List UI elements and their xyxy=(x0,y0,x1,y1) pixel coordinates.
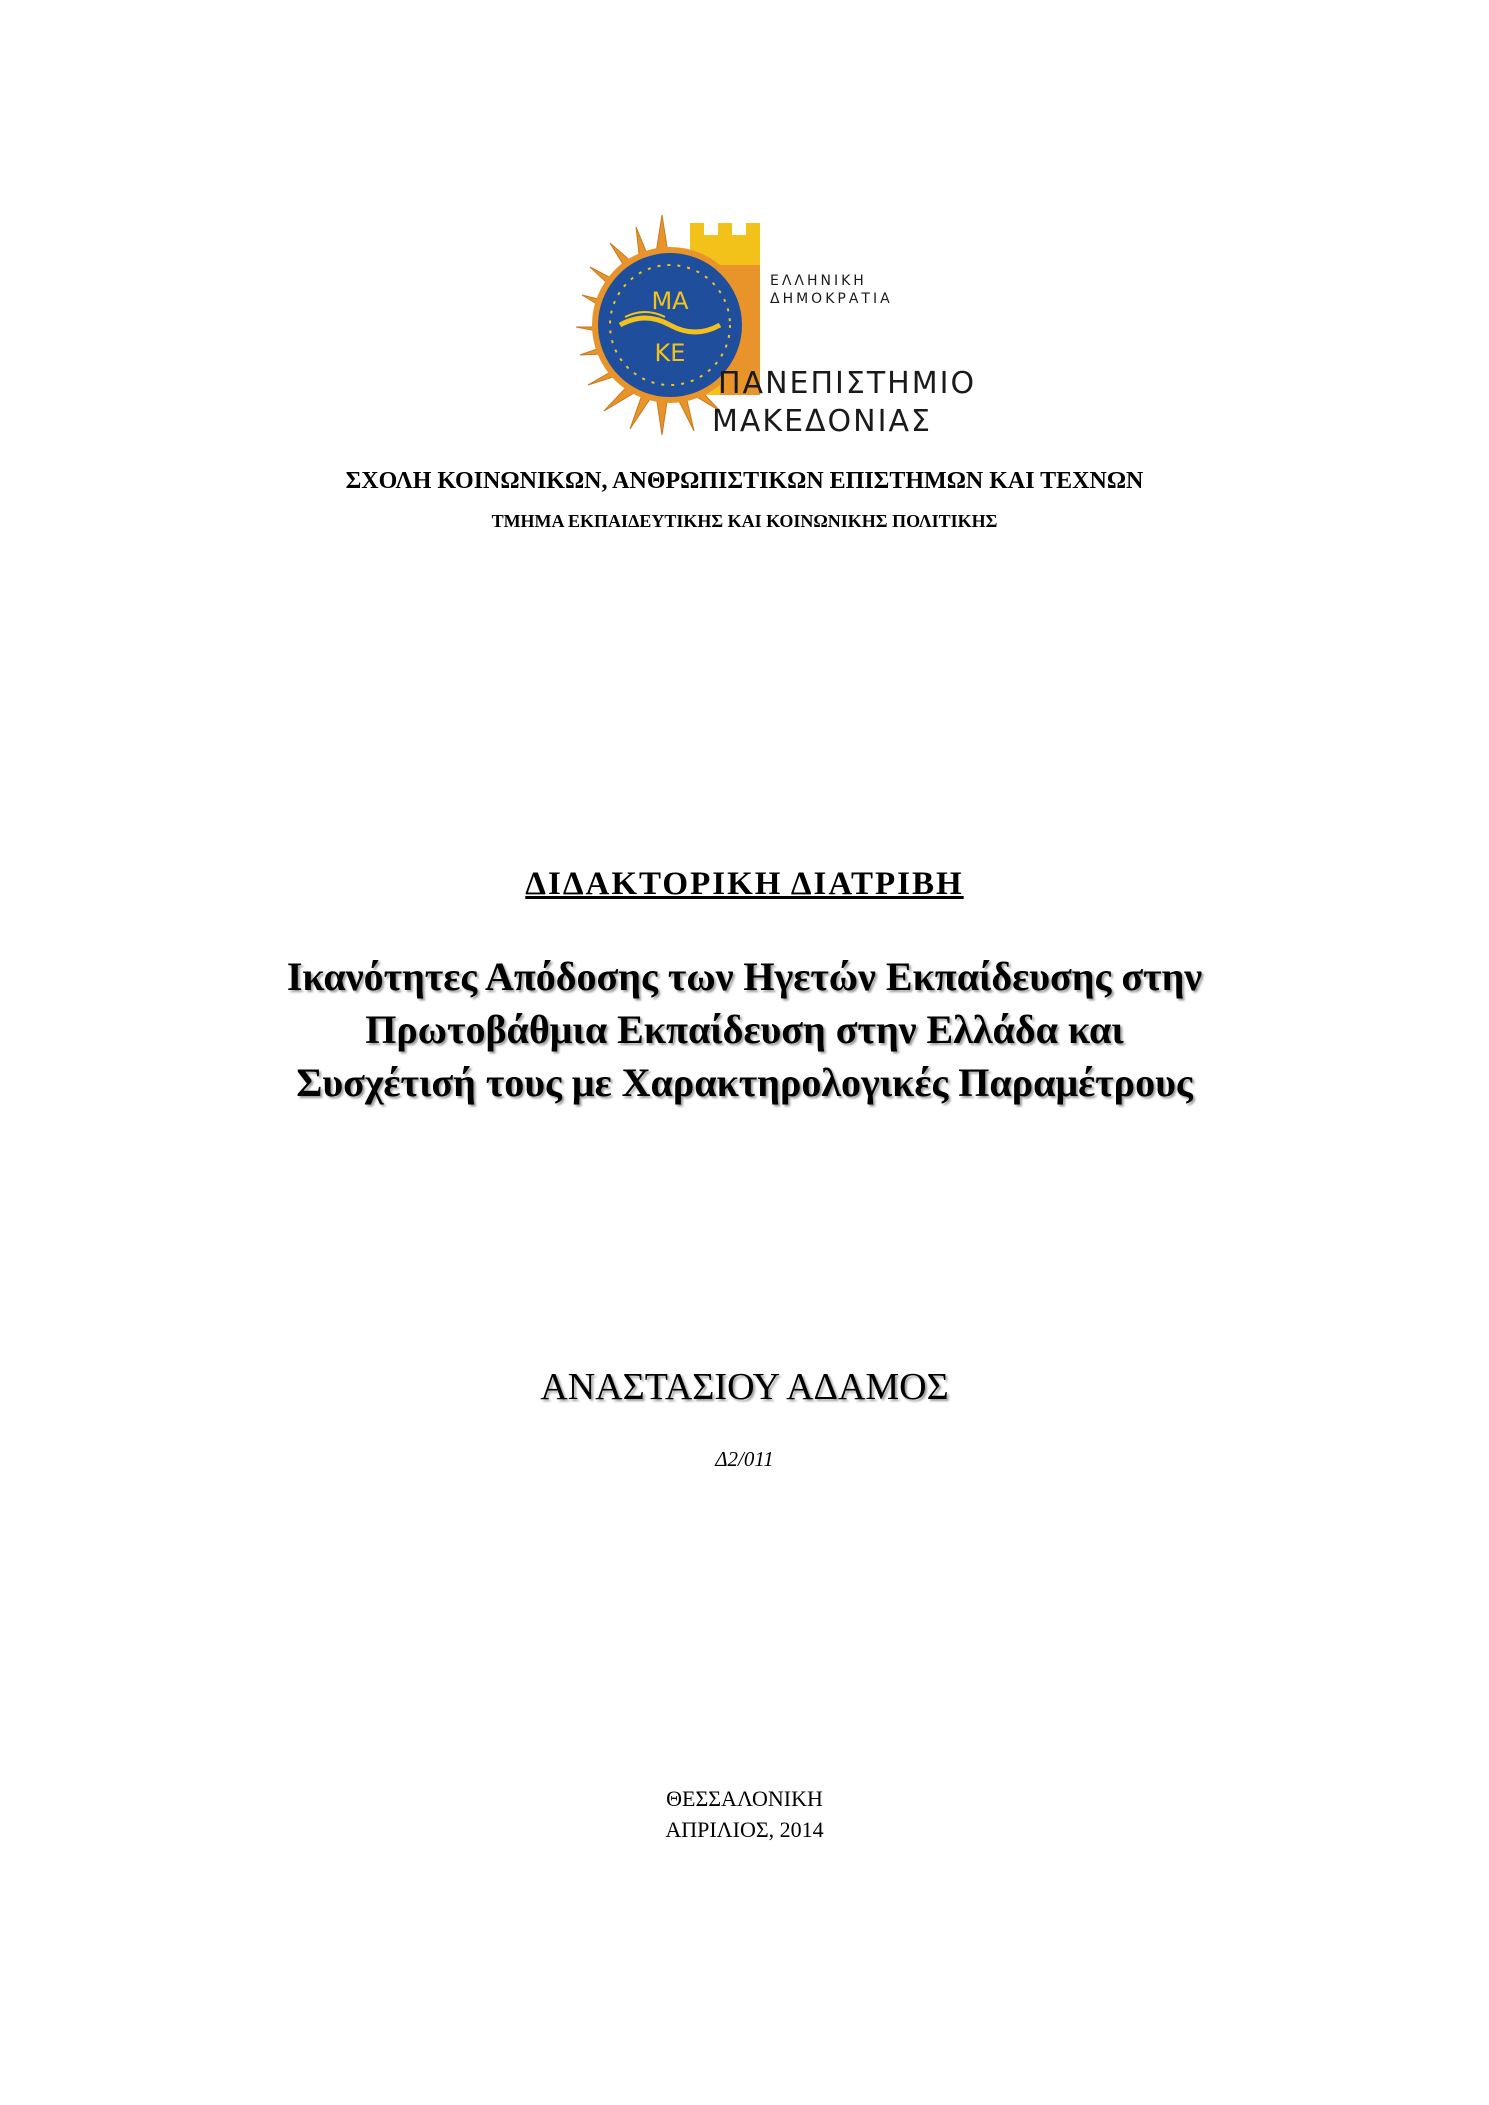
logo-university-line1: ΠΑΝΕΠΙΣΤΗΜΙΟ xyxy=(718,366,977,401)
logo-university-line2: ΜΑΚΕΔΟΝΙΑΣ xyxy=(712,404,932,439)
city: ΘΕΣΣΑΛΟΝΙΚΗ xyxy=(666,1786,823,1811)
department-name: ΤΜΗΜΑ ΕΚΠΑΙΔΕΥΤΙΚΗΣ ΚΑΙ ΚΟΙΝΩΝΙΚΗΣ ΠΟΛΙΤΙΚΗΣ xyxy=(491,511,998,531)
date: ΑΠΡΙΛΙΟΣ, 2014 xyxy=(665,1817,824,1842)
university-seal-icon xyxy=(570,205,977,445)
thesis-title-line-1: Ικανότητες Απόδοσης των Ηγετών Εκπαίδευσης στην xyxy=(286,954,1203,999)
thesis-title-line-2: Πρωτοβάθμια Εκπαίδευση στην Ελλάδα και xyxy=(365,1007,1124,1052)
logo-republic-line1: ΕΛΛΗΝΙΚΗ xyxy=(770,273,867,289)
document-code: Δ2/011 xyxy=(715,1447,774,1471)
logo-republic-line2: ΔΗΜΟΚΡΑΤΙΑ xyxy=(770,291,893,307)
logo-monogram-bottom: ΚΕ xyxy=(654,339,686,367)
school-name: ΣΧΟΛΗ ΚΟΙΝΩΝΙΚΩΝ, ΑΝΘΡΩΠΙΣΤΙΚΩΝ ΕΠΙΣΤΗΜΩΝ ΚΑΙ ΤΕΧΝΩΝ xyxy=(345,468,1144,494)
author-name: ΑΝΑΣΤΑΣΙΟΥ ΑΔΑΜΟΣ xyxy=(540,1366,949,1408)
document-type: ΔΙΔΑΚΤΟΡΙΚΗ ΔΙΑΤΡΙΒΗ xyxy=(525,866,964,902)
university-logo xyxy=(570,205,977,445)
thesis-title xyxy=(0,950,1489,1109)
place-and-date xyxy=(0,1783,1489,1845)
logo-monogram-top: ΜΑ xyxy=(651,287,689,315)
thesis-title-line-3: Συσχέτισή τους με Χαρακτηρολογικές Παραμέτρους xyxy=(296,1060,1193,1105)
